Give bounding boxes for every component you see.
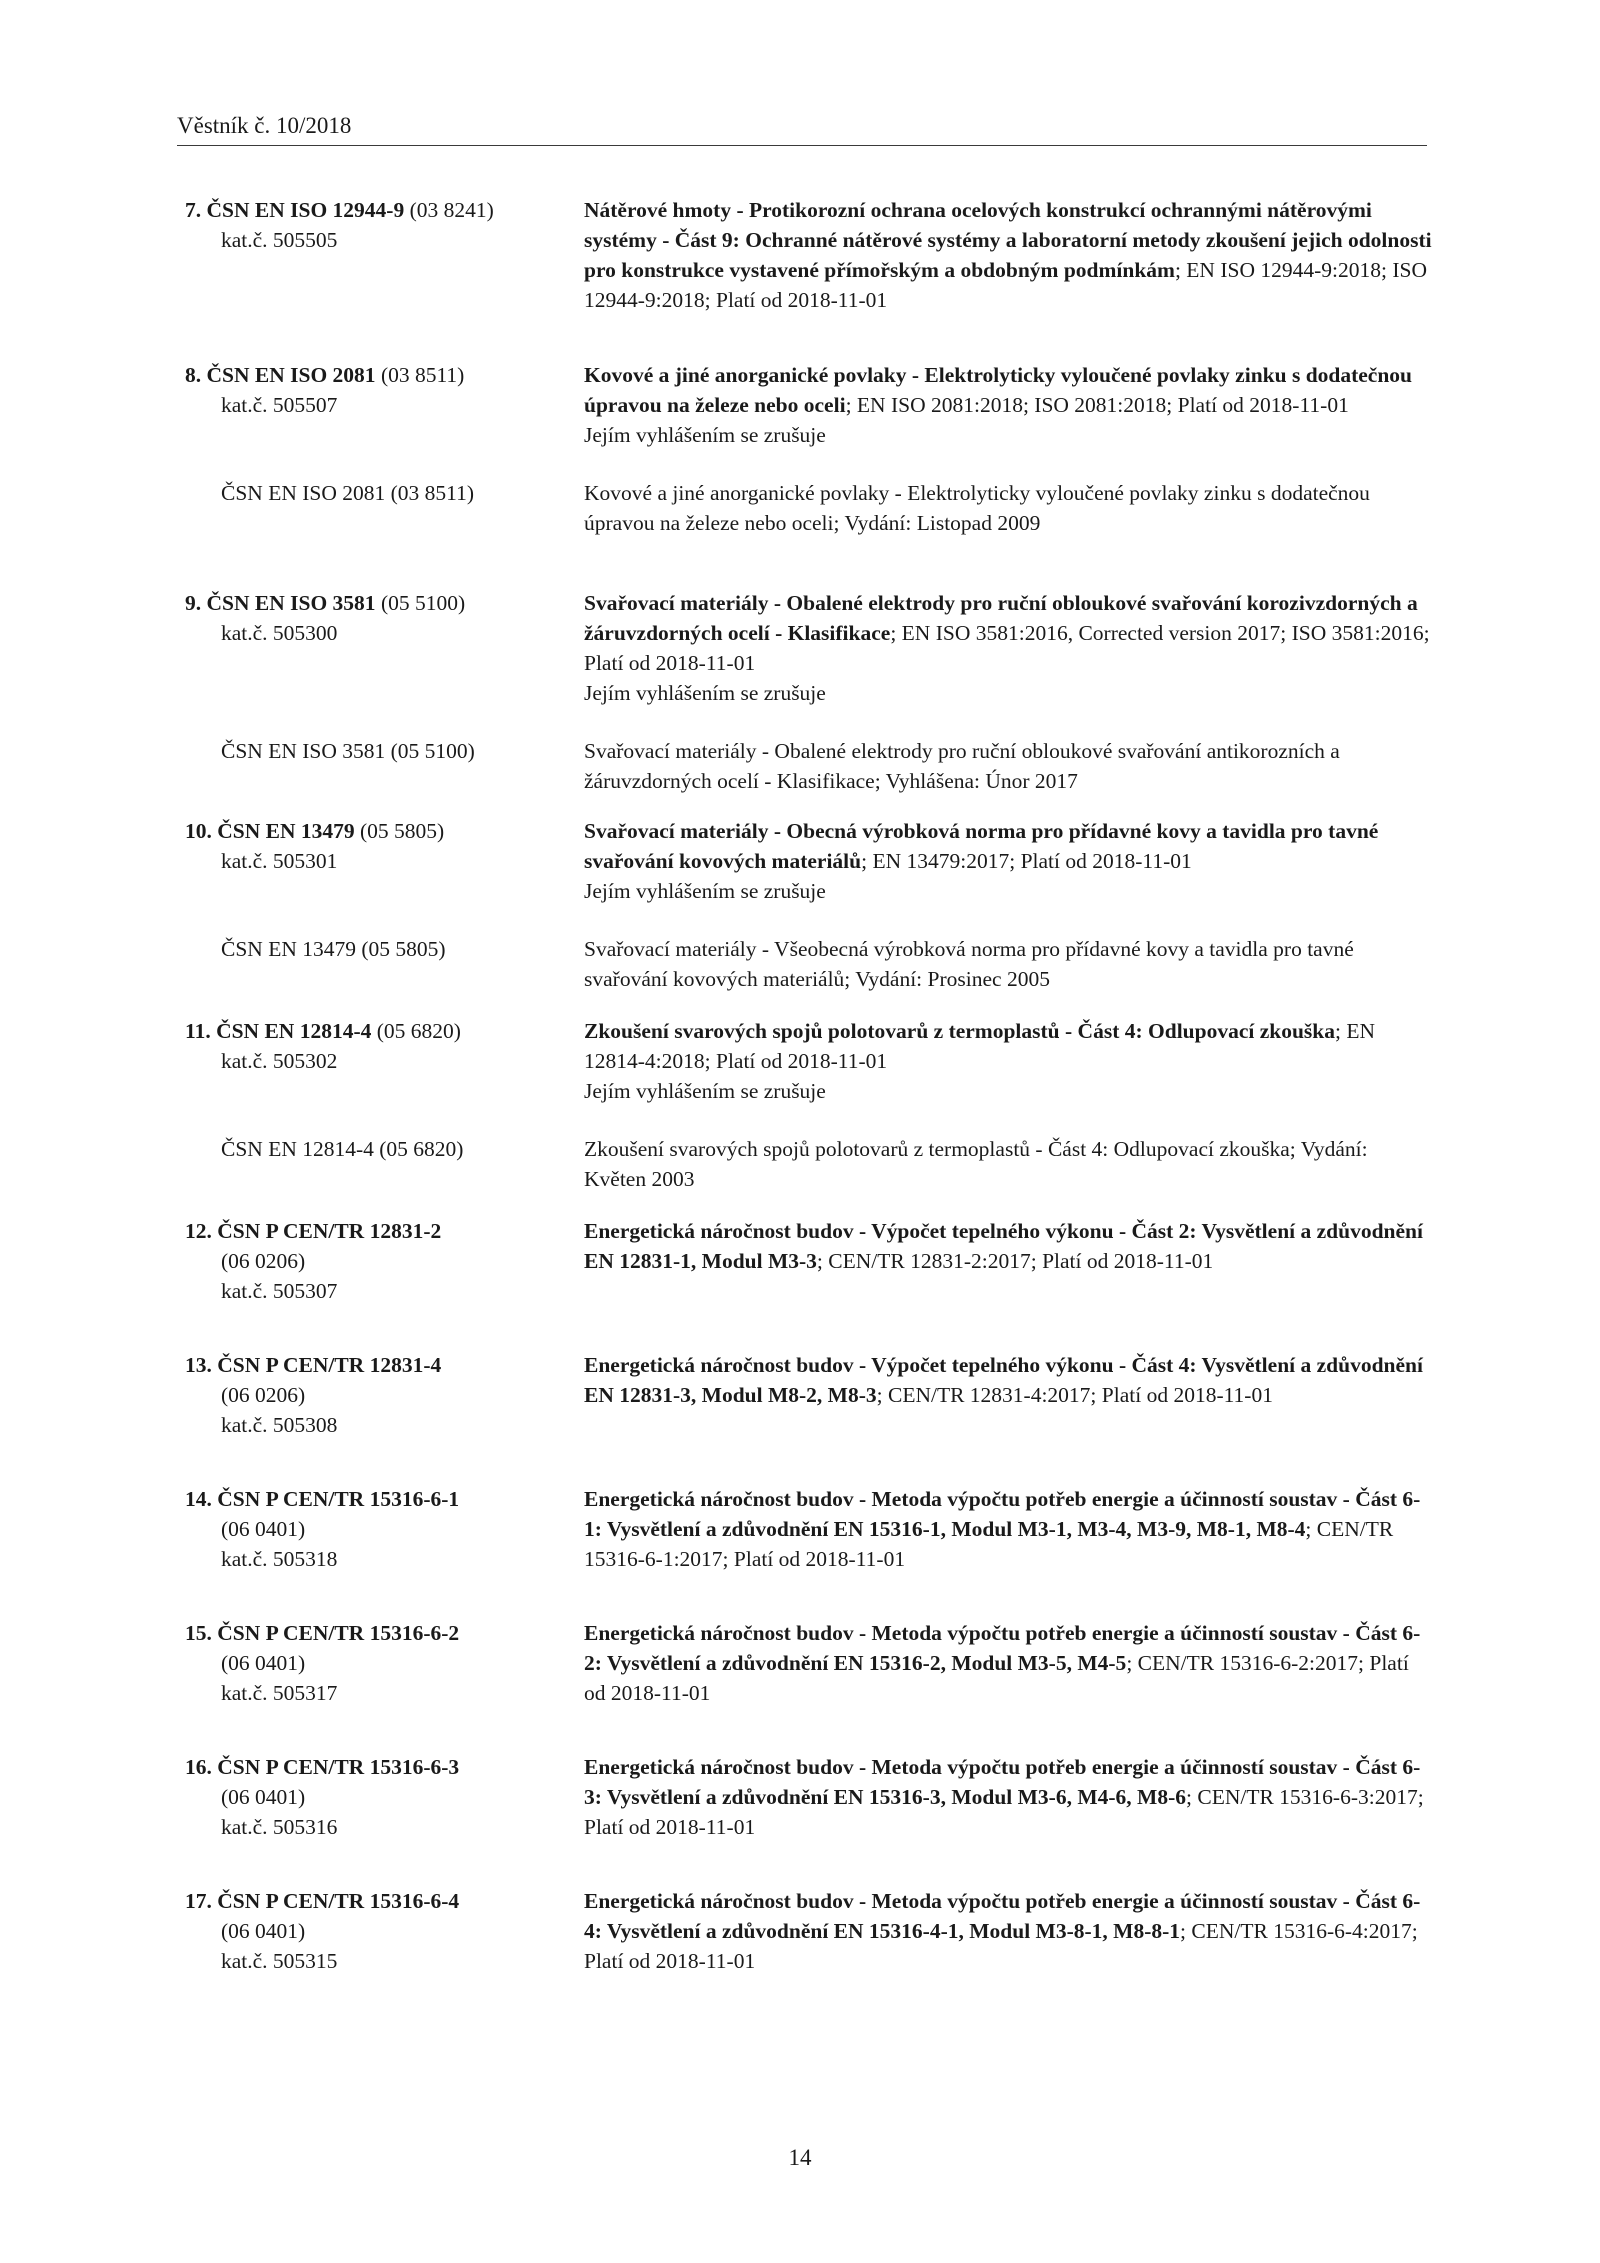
superseded-row [0,1134,1600,1194]
catalog-number: kat.č. 505307 [221,1279,338,1303]
standard-entry [0,1484,1600,1574]
catalog-number: kat.č. 505318 [221,1547,338,1571]
entry-code-line [185,360,565,390]
entry-description [584,1350,1434,1410]
entry-main-row [0,195,1600,315]
standard-code: ČSN EN ISO 3581 [206,591,376,615]
superseded-code-cell [185,1134,565,1164]
standard-title: Energetická náročnost budov - Metoda výpočtu potřeb energie a účinností soustav - Část 6-3: Vysvětlení a zdůvodnění EN 15316-3, Modul M3-6, M4-6, M8-6 [584,1755,1421,1809]
classification-code: (06 0401) [221,1785,306,1809]
page-number: 14 [788,2145,812,2170]
entry-identifier [185,1484,565,1574]
entry-description [584,1016,1434,1106]
entry-description [584,816,1434,906]
catalog-number: kat.č. 505505 [221,228,338,252]
entry-description [584,1886,1434,1976]
entry-main-row [0,816,1600,906]
entry-main-row [0,360,1600,450]
superseded-description: Svařovací materiály - Všeobecná výrobková norma pro přídavné kovy a tavidla pro tavné svařování kovových materiálů; Vydání: Prosinec 2005 [584,937,1354,991]
entry-description [584,588,1434,708]
entry-number: 10. [185,819,212,843]
standard-code: ČSN EN ISO 12944-9 [206,198,405,222]
superseded-description: Svařovací materiály - Obalené elektrody pro ruční obloukové svařování antikorozních a žáruvzdorných ocelí - Klasifikace; Vyhlášena: Únor 2017 [584,739,1340,793]
standard-details: ; EN ISO 12944-9:2018; ISO 12944-9:2018; Platí od 2018-11-01 [584,258,1427,312]
entry-identifier [185,1350,565,1440]
entry-main-row [0,1016,1600,1106]
entry-code-line [185,1752,565,1782]
entry-identifier [185,195,565,255]
standard-entry [0,1752,1600,1842]
entry-main-row [0,1216,1600,1303]
catalog-number: kat.č. 505302 [221,1049,338,1073]
standard-entry [0,360,1600,538]
superseded-code-cell [185,934,565,964]
entry-code-line [185,1016,565,1046]
standard-details: ; CEN/TR 15316-6-3:2017; Platí od 2018-11-01 [584,1785,1424,1839]
classification-code: (05 6820) [376,1019,461,1043]
entry-description [584,195,1434,315]
standard-code: ČSN P CEN/TR 15316-6-4 [217,1889,460,1913]
catalog-number: kat.č. 505315 [221,1949,338,1973]
classification-code: (06 0401) [221,1651,306,1675]
standard-title: Nátěrové hmoty - Protikorozní ochrana ocelových konstrukcí ochrannými nátěrovými systémy - Část 9: Ochranné nátěrové systémy a laboratorní metody zkoušení jejich odolnosti pro konstrukce vystavené přímořským a obdobným podmínkám [584,198,1432,282]
journal-header: Věstník č. 10/2018 [177,113,352,138]
classification-code: (06 0401) [221,1517,306,1541]
standard-code: ČSN P CEN/TR 15316-6-2 [217,1621,460,1645]
cancellation-note: Jejím vyhlášením se zrušuje [584,681,826,705]
catalog-number: kat.č. 505308 [221,1413,338,1437]
catalog-number: kat.č. 505301 [221,849,338,873]
entry-identifier [185,1886,565,1976]
entry-code-line [185,1350,565,1380]
classification-code: (03 8241) [409,198,494,222]
standard-details: ; CEN/TR 12831-4:2017; Platí od 2018-11-01 [876,1383,1273,1407]
entry-number: 11. [185,1019,211,1043]
standard-title: Energetická náročnost budov - Výpočet tepelného výkonu - Část 2: Vysvětlení a zdůvodnění EN 12831-1, Modul M3-3 [584,1219,1423,1273]
standard-code: ČSN P CEN/TR 12831-4 [217,1353,442,1377]
entry-main-row [0,1618,1600,1708]
entry-description [584,1484,1434,1574]
cancellation-note: Jejím vyhlášením se zrušuje [584,879,826,903]
standard-title: Zkoušení svarových spojů polotovarů z termoplastů - Část 4: Odlupovací zkouška [584,1019,1335,1043]
superseded-code: ČSN EN 12814-4 (05 6820) [221,1137,464,1161]
standard-details: ; CEN/TR 15316-6-2:2017; Platí od 2018-11-01 [584,1651,1409,1705]
entry-number: 12. [185,1219,212,1243]
standard-entry [0,1886,1600,1976]
entry-number: 7. [185,198,202,222]
entry-identifier [185,360,565,420]
entry-main-row [0,1886,1600,1976]
standard-title: Svařovací materiály - Obecná výrobková norma pro přídavné kovy a tavidla pro tavné svařování kovových materiálů [584,819,1379,873]
entry-number: 15. [185,1621,212,1645]
classification-code: (06 0206) [221,1249,306,1273]
classification-code: (06 0206) [221,1383,306,1407]
standard-entry [0,1350,1600,1437]
entry-number: 16. [185,1755,212,1779]
superseded-description: Zkoušení svarových spojů polotovarů z termoplastů - Část 4: Odlupovací zkouška; Vydání: Květen 2003 [584,1137,1368,1191]
standard-entry [0,588,1600,796]
standard-details: ; EN 13479:2017; Platí od 2018-11-01 [861,849,1192,873]
standard-title: Energetická náročnost budov - Metoda výpočtu potřeb energie a účinností soustav - Část 6-1: Vysvětlení a zdůvodnění EN 15316-1, Modul M3-1, M3-4, M3-9, M8-1, M8-4 [584,1487,1421,1541]
entry-code-line [185,1886,565,1916]
superseded-description: Kovové a jiné anorganické povlaky - Elektrolyticky vyloučené povlaky zinku s dodatečnou úpravou na železe nebo oceli; Vydání: Listopad 2009 [584,481,1370,535]
standard-title: Energetická náročnost budov - Výpočet tepelného výkonu - Část 4: Vysvětlení a zdůvodnění EN 12831-3, Modul M8-2, M8-3 [584,1353,1423,1407]
standard-details: ; CEN/TR 15316-6-4:2017; Platí od 2018-11-01 [584,1919,1418,1973]
standard-entry [0,1016,1600,1194]
entry-code-line [185,195,565,225]
standard-entry [0,816,1600,994]
entry-number: 14. [185,1487,212,1511]
entry-number: 13. [185,1353,212,1377]
entry-identifier [185,1752,565,1842]
classification-code: (03 8511) [380,363,465,387]
catalog-number: kat.č. 505507 [221,393,338,417]
classification-code: (05 5100) [380,591,466,615]
standard-title: Kovové a jiné anorganické povlaky - Elektrolyticky vyloučené povlaky zinku s dodatečnou úpravou na železe nebo oceli [584,363,1413,417]
entry-identifier [185,816,565,876]
standard-entry [0,1618,1600,1708]
entry-code-line [185,1216,565,1246]
superseded-row [0,736,1600,796]
entry-identifier [185,1618,565,1708]
standard-title: Energetická náročnost budov - Metoda výpočtu potřeb energie a účinností soustav - Část 6-2: Vysvětlení a zdůvodnění EN 15316-2, Modul M3-5, M4-5 [584,1621,1421,1675]
standard-code: ČSN P CEN/TR 15316-6-1 [217,1487,460,1511]
entry-number: 9. [185,591,202,615]
entry-main-row [0,1484,1600,1574]
cancellation-note: Jejím vyhlášením se zrušuje [584,1079,826,1103]
standard-title: Svařovací materiály - Obalené elektrody pro ruční obloukové svařování korozivzdorných a žáruvzdorných ocelí - Klasifikace [584,591,1418,645]
standard-code: ČSN EN 13479 [217,819,355,843]
superseded-code-cell [185,736,565,766]
entry-description [584,1216,1434,1276]
entry-description [584,360,1434,450]
standard-code: ČSN P CEN/TR 15316-6-3 [217,1755,460,1779]
entry-code-line [185,1618,565,1648]
entry-description [584,1618,1434,1708]
standard-details: ; CEN/TR 12831-2:2017; Platí od 2018-11-01 [816,1249,1214,1273]
superseded-code: ČSN EN ISO 2081 (03 8511) [221,481,475,505]
superseded-row [0,934,1600,994]
classification-code: (05 5805) [360,819,445,843]
entry-main-row [0,1752,1600,1842]
superseded-code: ČSN EN ISO 3581 (05 5100) [221,739,475,763]
catalog-number: kat.č. 505317 [221,1681,338,1705]
standard-code: ČSN EN ISO 2081 [206,363,376,387]
standard-entry [0,195,1600,315]
entry-identifier [185,588,565,648]
entry-identifier [185,1016,565,1076]
entry-code-line [185,816,565,846]
standard-details: ; EN 12814-4:2018; Platí od 2018-11-01 [584,1019,1376,1073]
standard-code: ČSN P CEN/TR 12831-2 [217,1219,442,1243]
entry-main-row [0,1350,1600,1437]
standard-title: Energetická náročnost budov - Metoda výpočtu potřeb energie a účinností soustav - Část 6-4: Vysvětlení a zdůvodnění EN 15316-4-1, Modul M3-8-1, M8-8-1 [584,1889,1421,1943]
standard-details: ; EN ISO 2081:2018; ISO 2081:2018; Platí od 2018-11-01 [845,393,1349,417]
superseded-code: ČSN EN 13479 (05 5805) [221,937,446,961]
entry-main-row [0,588,1600,708]
entry-code-line [185,588,565,618]
standard-details: ; EN ISO 3581:2016, Corrected version 2017; ISO 3581:2016; Platí od 2018-11-01 [584,621,1430,675]
catalog-number: kat.č. 505316 [221,1815,338,1839]
superseded-code-cell [185,478,565,508]
standard-details: ; CEN/TR 15316-6-1:2017; Platí od 2018-11-01 [584,1517,1394,1571]
entry-description [584,1752,1434,1842]
standard-code: ČSN EN 12814-4 [216,1019,372,1043]
standard-entry [0,1216,1600,1303]
entry-number: 8. [185,363,202,387]
cancellation-note: Jejím vyhlášením se zrušuje [584,423,826,447]
superseded-row [0,478,1600,538]
entry-number: 17. [185,1889,212,1913]
entry-code-line [185,1484,565,1514]
classification-code: (06 0401) [221,1919,306,1943]
catalog-number: kat.č. 505300 [221,621,338,645]
entry-identifier [185,1216,565,1306]
